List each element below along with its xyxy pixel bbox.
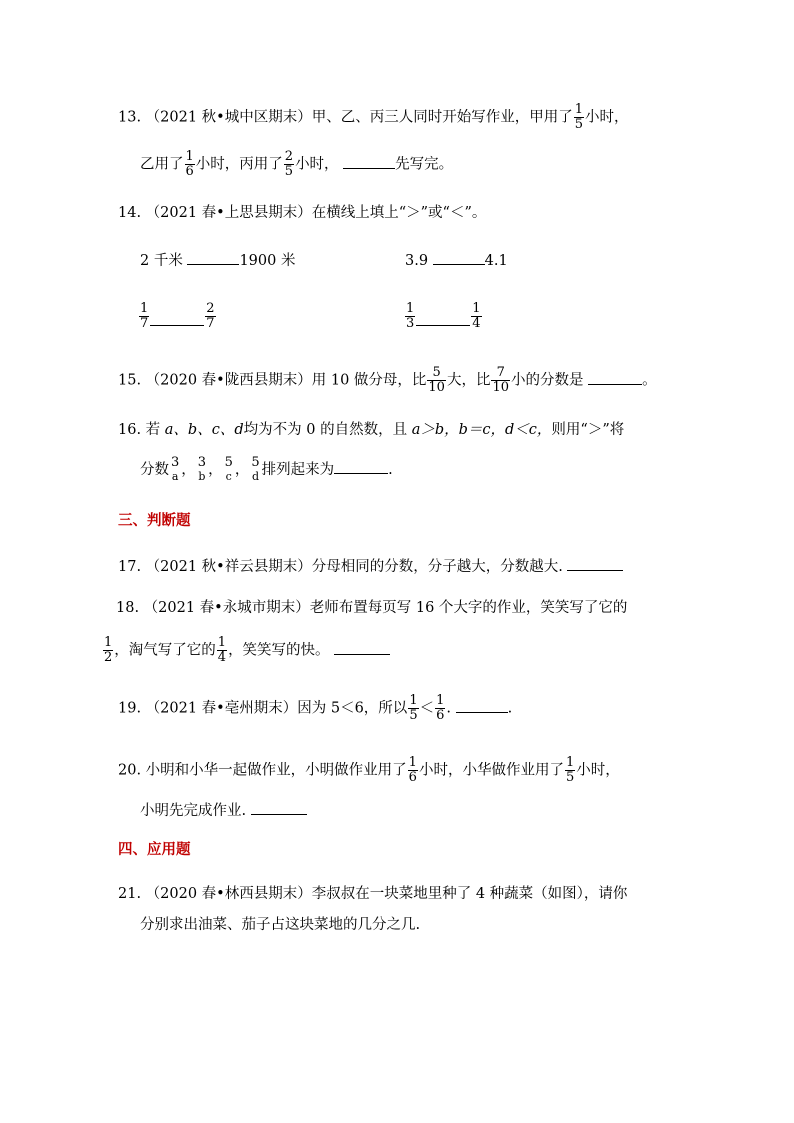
fraction: $\frac{1}{4}$ [472,301,481,331]
question-source: （2020 春•陇西县期末） [145,372,312,389]
question-source: （2021 春•上思县期末） [145,205,312,221]
question-18-line-1: 18. （2021 春•永城市期末）老师布置每页写 16 个大字的作业，笑笑写了它的 [116,600,628,616]
question-20-line-2: 小明先完成作业. [140,800,307,821]
fraction: $\frac{2}{5}$ [284,149,294,179]
answer-blank[interactable] [150,311,204,326]
answer-blank[interactable] [334,459,388,474]
compare-b: 3.9 4.1 [405,250,508,271]
question-source: （2020 春•林西县期末） [145,886,312,902]
section-heading-judgement: 三、判断题 [118,513,191,529]
question-source: （2021 春•亳州期末） [145,700,298,717]
question-19: 19. （2021 春•亳州期末）因为 5＜6，所以 $\frac{1}{5}$ ＜ $\frac{1}{6}$ . . [118,693,513,723]
answer-blank[interactable] [416,311,470,326]
answer-blank[interactable] [456,698,508,713]
answer-blank[interactable] [334,640,390,655]
compare-c [138,302,217,331]
question-13-line-1: 13. （2021 秋•城中区期末）甲、乙、丙三人同时开始写作业，甲用了 $\frac{1}{5}$ 小时， [118,102,629,132]
fraction: 3 b [197,455,207,483]
fraction: 3 a [171,455,180,483]
question-source: （2021 秋•城中区期末） [145,109,312,126]
fraction: $\frac{1}{7}$ [140,301,149,331]
fraction: $\frac{5}{10}$ [428,365,445,395]
fraction: $\frac{2}{7}$ [206,301,215,331]
fraction: $\frac{1}{4}$ [217,635,227,665]
section-heading-application: 四、应用题 [118,842,191,858]
question-14-line-1: 14. （2021 春•上思县期末）在横线上填上“＞”或“＜”。 [118,205,487,221]
answer-blank[interactable] [433,250,485,265]
question-number: 17. [118,559,142,575]
compare-a: 2 千米 1900 米 [140,250,295,271]
answer-blank[interactable] [187,250,239,265]
question-20-line-1: 20. 小明和小华一起做作业，小明做作业用了 $\frac{1}{6}$ 小时，小华做作业用了 $\frac{1}{5}$ 小时， [118,755,620,785]
question-source: （2021 春•永城市期末） [143,600,310,616]
question-number: 15. [118,372,142,389]
question-21-line-2: 分别求出油菜、茄子占这块菜地的几分之几. [140,917,421,933]
fraction: $\frac{1}{5}$ [574,102,584,132]
fraction: $\frac{1}{6}$ [185,149,194,179]
fraction: 5 d [251,455,260,483]
fraction: $\frac{1}{5}$ [565,755,575,785]
question-18-line-2: $\frac{1}{2}$ ，淘气写了它的 $\frac{1}{4}$ ，笑笑写的快。 [102,636,390,665]
question-number: 19. [118,700,142,717]
question-15: 15. （2020 春•陇西县期末）用 10 做分母，比 $\frac{5}{10}$ 大，比 $\frac{7}{10}$ 小的分数是 。 [118,365,657,395]
fraction: $\frac{1}{5}$ [409,693,418,723]
question-number: 18. [116,600,140,616]
question-number: 16. [118,422,142,438]
question-16-line-2: 分数 3 a ， 3 b ， 5 c ， 5 d 排列起来为 . [140,455,393,483]
fraction: $\frac{1}{3}$ [406,301,415,331]
fraction: 5 c [224,455,233,483]
fraction: $\frac{1}{6}$ [408,755,417,785]
question-13-line-2: 乙用了 $\frac{1}{6}$ 小时，丙用了 $\frac{2}{5}$ 小时， 先写完。 [140,149,454,179]
answer-blank[interactable] [588,370,642,385]
question-number: 13. [118,109,142,126]
fraction: $\frac{1}{6}$ [436,693,445,723]
question-source: （2021 秋•祥云县期末） [145,559,312,575]
question-number: 21. [118,886,142,902]
answer-blank[interactable] [567,556,623,571]
question-number: 20. [118,762,142,779]
fraction: $\frac{7}{10}$ [492,365,509,395]
question-17: 17. （2021 秋•祥云县期末）分母相同的分数，分子越大，分数越大. [118,556,623,577]
question-21-line-1: 21. （2020 春•林西县期末）李叔叔在一块菜地里种了 4 种蔬菜（如图），请你 [118,886,628,902]
question-number: 14. [118,205,142,221]
question-16-line-1: 16. 若 a、b、c、d均为不为 0 的自然数，且 a＞b，b＝c，d＜c，则用“＞”将 [118,422,625,438]
answer-blank[interactable] [251,800,307,815]
compare-d [404,302,483,331]
answer-blank[interactable] [343,154,395,169]
fraction: $\frac{1}{2}$ [104,635,113,665]
